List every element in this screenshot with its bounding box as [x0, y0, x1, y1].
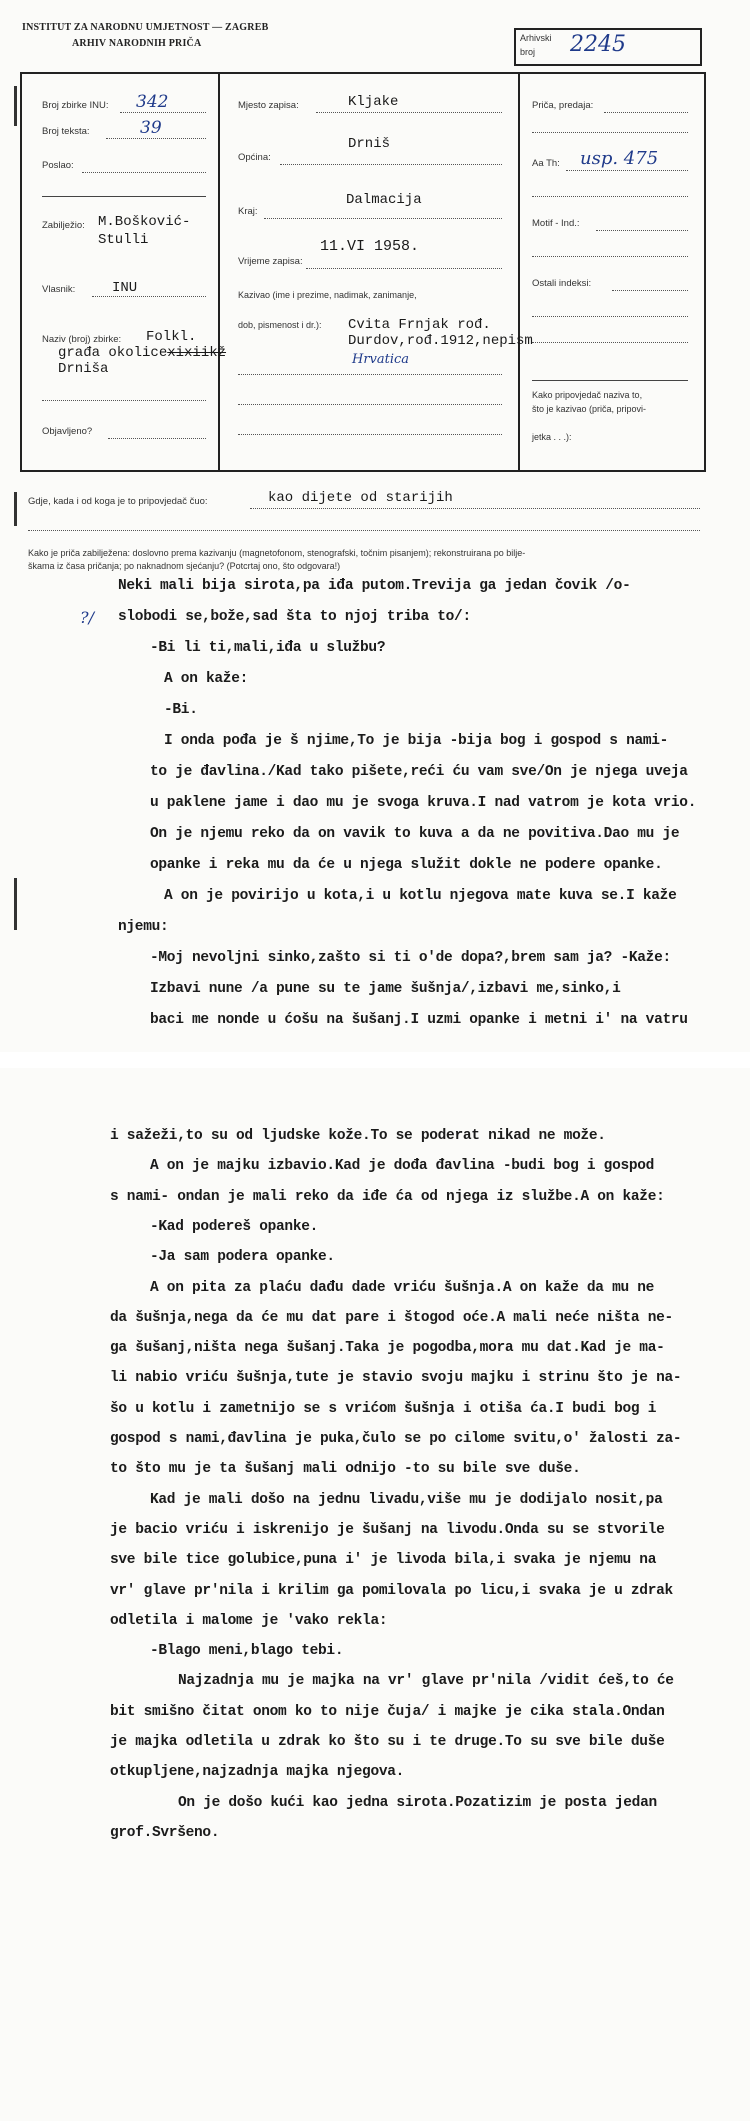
- story-line: -Bi.: [164, 702, 198, 718]
- zbirka-label: Broj zbirke INU:: [42, 100, 109, 111]
- kazivao-line-1: [238, 374, 502, 375]
- kako-naziv-label-3: jetka . . .):: [532, 432, 572, 442]
- story-line: šo u kotlu i zametnijo se s vrićom šušnja i otiša ća.I budi bog i: [110, 1400, 657, 1417]
- kraj-label: Kraj:: [238, 206, 258, 217]
- story-line: vr' glave pr'nila i krilim ga pomilovala po licu,i svaka je u zdrak: [110, 1582, 673, 1599]
- kazivao-value-2: Durdov,rođ.1912,nepism: [348, 333, 533, 349]
- ostali-line-2: [532, 316, 688, 317]
- divider-2: [532, 380, 688, 381]
- kraj-value: Dalmacija: [346, 192, 422, 208]
- prica-line: [604, 112, 688, 113]
- teksta-line: [106, 138, 206, 139]
- story-line: je majka odletila u zdrak ko što su i te druge.To su sve bile duše: [110, 1734, 665, 1750]
- kazivao-label: Kazivao (ime i prezime, nadimak, zanimanje,: [238, 290, 417, 300]
- story-line: da šušnja,nega da će mu dat pare i štogod oće.A mali neće ništa ne-: [110, 1309, 673, 1326]
- vlasnik-line: [92, 296, 206, 297]
- story-line: A on je majku izbavio.Kad je dođa đavlina -budi bog i gospod: [150, 1158, 655, 1175]
- story-line: baci me nonde u ćošu na šušanj.I uzmi opanke i metni i' na vatru: [150, 1012, 688, 1028]
- story-line: opanke i reka mu da će u njega služit dokle ne podere opanke.: [150, 857, 663, 873]
- archive-name: ARHIV NARODNIH PRIČA: [72, 38, 202, 49]
- gdje-value: kao dijete od starijih: [268, 490, 453, 506]
- story-line: gospod s nami,đavlina je puka,čulo se po cilome svitu,o' žalosti za-: [110, 1431, 682, 1447]
- story-line: bit smišno čitat onom ko to nije čuja/ i majke je cika stala.Ondan: [110, 1703, 665, 1720]
- poslao-line: [82, 172, 206, 173]
- poslao-label: Poslao:: [42, 160, 74, 171]
- story-line: A on je povirijo u kota,i u kotlu njegova mate kuva se.I kaže: [164, 888, 677, 904]
- archive-number: 2245: [570, 32, 626, 57]
- story-line: Izbavi nune /a pune su te jame šušnja/,izbavi me,sinko,i: [150, 981, 621, 997]
- story-line: u paklene jame i dao mu je svoga kruva.I nad vatrom je kota vrio.: [150, 795, 697, 811]
- gdje-line: [250, 508, 700, 509]
- prica-line-2: [532, 132, 688, 133]
- story-line: A on pita za plaću dađu dade vriću šušnja.A on kaže da mu ne: [150, 1279, 655, 1296]
- naziv-value-3: Drniša: [58, 361, 109, 377]
- vrijeme-value: 11.VI 1958.: [320, 238, 420, 255]
- story-line: Neki mali bija sirota,pa iđa putom.Trevija ga jedan čovik /o-: [118, 578, 631, 594]
- archive-number-label-2: broj: [520, 47, 536, 57]
- kazivao-hand: Hrvatica: [352, 352, 410, 367]
- opcina-value: Drniš: [348, 136, 391, 152]
- kako-zab-text-2: škama iz časa pričanja; po naknadnom sjećanju? (Potcrtaj ono, što odgovara!): [28, 561, 341, 571]
- motif-label: Motif - Ind.:: [532, 218, 580, 229]
- vrijeme-label: Vrijeme zapisa:: [238, 256, 303, 267]
- archive-card-page-2: [0, 1068, 750, 2121]
- story-line: grof.Svršeno.: [110, 1824, 220, 1841]
- ostali-line: [612, 290, 688, 291]
- institute-name: INSTITUT ZA NARODNU UMJETNOST — ZAGREB: [22, 22, 269, 33]
- motif-line-2: [532, 256, 688, 257]
- zabiljezio-label: Zabilježio:: [42, 220, 85, 231]
- margin-mark-top: [14, 86, 17, 126]
- objavljeno-line: [108, 438, 206, 439]
- story-line: je bacio vriću i iskrenijo je šušanj na livodu.Onda su se stvorile: [110, 1521, 665, 1538]
- margin-mark-mid: [14, 492, 17, 526]
- story-line: A on kaže:: [164, 671, 249, 687]
- opcina-label: Općina:: [238, 152, 271, 163]
- prica-label: Priča, predaja:: [532, 100, 594, 111]
- teksta-label: Broj teksta:: [42, 126, 90, 137]
- archive-number-label: Arhivski: [520, 33, 552, 43]
- aath-line-2: [532, 196, 688, 197]
- ostali-line-3: [532, 342, 688, 343]
- teksta-value: 39: [140, 118, 162, 138]
- archive-number-box: [514, 28, 702, 66]
- aath-label: Aa Th:: [532, 158, 560, 169]
- story-line: s nami- ondan je mali reko da iđe ća od njega iz službe.A on kaže:: [110, 1188, 665, 1205]
- story-line: sve bile tice golubice,puna i' je livoda bila,i svaka je njemu na: [110, 1552, 657, 1569]
- page-separator: [0, 1052, 750, 1068]
- opcina-line: [280, 164, 502, 165]
- story-line: ga šušanj,ništa nega šušanj.Taka je pogodba,mora mu dat.Kad je ma-: [110, 1340, 665, 1357]
- objavljeno-label: Objavljeno?: [42, 426, 93, 437]
- zbirka-line: [120, 112, 206, 113]
- kako-naziv-label: Kako pripovjedač naziva to,: [532, 390, 643, 400]
- kazivao-line-3: [238, 434, 502, 435]
- kazivao-label-2: dob, pismenost i dr.):: [238, 320, 322, 330]
- naziv-value: Folkl.: [146, 329, 197, 345]
- mjesto-value: Kljake: [348, 94, 399, 110]
- story-line: -Kad podereš opanke.: [150, 1218, 319, 1235]
- story-line: Kad je mali došo na jednu livadu,više mu je dodijalo nosit,pa: [150, 1491, 663, 1508]
- zbirka-value: 342: [136, 92, 169, 112]
- gdje-label: Gdje, kada i od koga je to pripovjedač čuo:: [28, 496, 208, 507]
- naziv-value-2-text: građa okolice: [58, 345, 168, 361]
- vlasnik-label: Vlasnik:: [42, 284, 76, 295]
- vlasnik-value: INU: [112, 280, 138, 296]
- story-line: otkupljene,najzadnja majka njegova.: [110, 1764, 405, 1781]
- story-line: slobodi se,bože,sad šta to njoj triba to/:: [118, 609, 471, 625]
- story-line: njemu:: [118, 919, 169, 935]
- story-line: -Blago meni,blago tebi.: [150, 1643, 344, 1660]
- margin-question-mark: ?/: [80, 608, 94, 627]
- mjesto-line: [316, 112, 502, 113]
- kazivao-line-2: [238, 404, 502, 405]
- story-line: -Moj nevoljni sinko,zašto si ti o'de dopa?,brem sam ja? -Kaže:: [150, 950, 671, 966]
- vrijeme-line: [306, 268, 502, 269]
- ostali-label: Ostali indeksi:: [532, 278, 592, 289]
- story-line: to je đavlina./Kad tako pišete,reći ću vam sve/On je njega uveja: [150, 764, 688, 780]
- archive-card-page-1: [0, 0, 750, 1052]
- story-line: -Bi li ti,mali,iđa u službu?: [150, 640, 386, 656]
- story-line: I onda pođa je š njime,To je bija -bija bog i gospod s nami-: [164, 733, 669, 749]
- motif-line: [596, 230, 688, 231]
- story-line: li nabio vriću šušnja,tute je stavio svoju majku i strinu što je na-: [110, 1370, 682, 1387]
- aath-line: [566, 170, 688, 171]
- divider: [42, 196, 206, 197]
- naziv-value-2: [58, 345, 226, 361]
- story-line: to što mu je ta šušanj mali odnijo -to su bile sve duše.: [110, 1461, 581, 1478]
- kako-naziv-label-2: što je kazivao (priča, pripovi-: [532, 404, 647, 414]
- aath-value: usp. 475: [580, 148, 659, 169]
- margin-mark-bottom: [14, 878, 17, 930]
- story-line: On je došo kući kao jedna sirota.Pozatizim je posta jedan: [178, 1794, 657, 1811]
- story-line: On je njemu reko da on vavik to kuva a da ne povitiva.Dao mu je: [150, 826, 680, 842]
- gdje-line-2: [28, 530, 700, 531]
- kazivao-value: Cvita Frnjak rođ.: [348, 317, 491, 333]
- story-line: i sažeži,to su od ljudske kože.To se poderat nikad ne može.: [110, 1128, 606, 1144]
- naziv-line: [42, 400, 206, 401]
- story-line: -Ja sam podera opanke.: [150, 1249, 335, 1266]
- kako-zab-text: Kako je priča zabilježena: doslovno prema kazivanju (magnetofonom, stenografski, točnim pisanjem); rekonstruirana po bilje-: [28, 548, 526, 558]
- mjesto-label: Mjesto zapisa:: [238, 100, 299, 111]
- naziv-label: Naziv (broj) zbirke:: [42, 334, 122, 345]
- zabiljezio-value-2: Stulli: [98, 232, 149, 248]
- column-divider-2: [518, 72, 520, 470]
- naziv-struck: xixiikž: [167, 345, 227, 361]
- story-line: odletila i malome je 'vako rekla:: [110, 1612, 388, 1629]
- column-divider-1: [218, 72, 220, 470]
- kraj-line: [264, 218, 502, 219]
- story-line: Najzadnja mu je majka na vr' glave pr'nila /vidit ćeš,to će: [178, 1673, 674, 1690]
- zabiljezio-value: M.Bošković-: [98, 214, 191, 230]
